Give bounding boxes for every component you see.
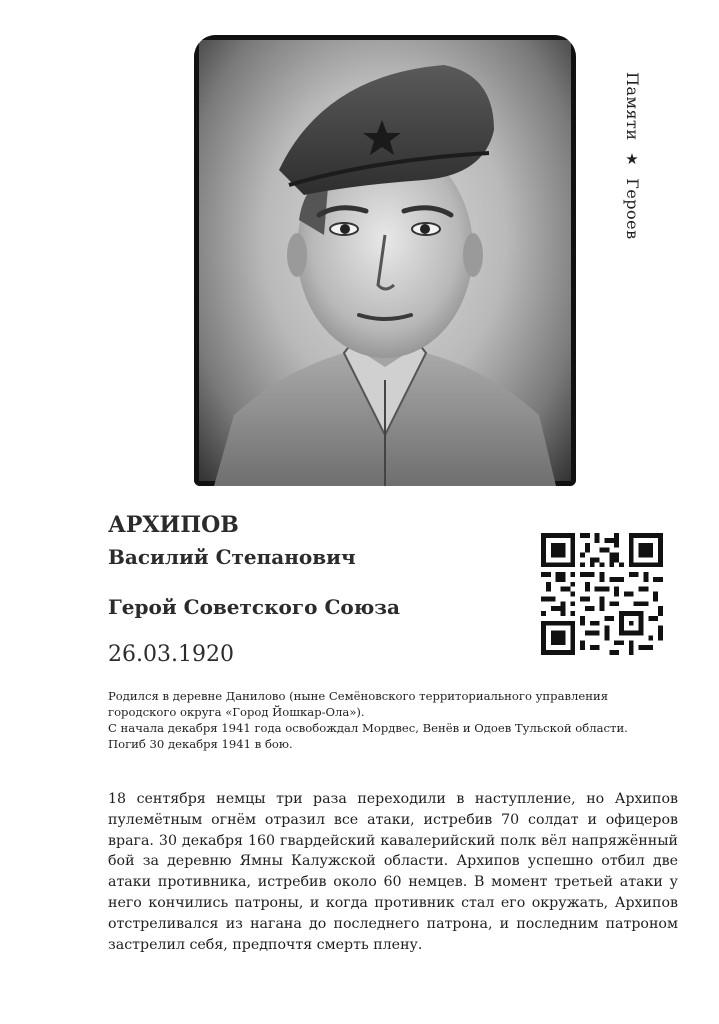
bio-line: С начала декабря 1941 года освобождал Мордвес, Венёв и Одоев Тульской области.	[108, 721, 628, 735]
short-biography	[108, 688, 678, 752]
caption-part-2: Героев	[623, 178, 642, 240]
hero-surname: АРХИПОВ	[108, 512, 239, 538]
memory-of-heroes-caption	[612, 72, 642, 252]
hero-title: Герой Советского Союза	[108, 595, 400, 619]
feat-story-paragraph: 18 сентября немцы три раза переходили в наступление, но Архипов пулемётным огнём отразил все атаки, истребив 70 солдат и офицеров врага. 30 декабря 160 гвардейский кавалерийский полк вёл напряжённый бой за деревню Ямны Калужской области. Архипов успешно отбил две атаки противника, истребив около 60 немцев. В момент третьей атаки у него кончились патроны, и когда противник стал его окружать, Архипов отстреливался из нагана до последнего патрона, и последним патроном застрелил себя, предпочтя смерть плену.	[108, 791, 678, 953]
bio-line: Погиб 30 декабря 1941 в бою.	[108, 737, 293, 751]
caption-part-1: Памяти	[623, 72, 642, 141]
bio-line: городского округа «Город Йошкар-Ола»).	[108, 705, 365, 719]
hero-given-names: Василий Степанович	[108, 545, 356, 569]
qr-code[interactable]	[541, 533, 663, 655]
bio-line: Родился в деревне Данилово (ныне Семёновского территориального управления	[108, 689, 609, 703]
hero-birth-date: 26.03.1920	[108, 642, 234, 667]
star-icon: ★	[623, 150, 641, 169]
portrait-drawing	[194, 35, 576, 486]
hero-portrait-photo	[194, 35, 576, 486]
